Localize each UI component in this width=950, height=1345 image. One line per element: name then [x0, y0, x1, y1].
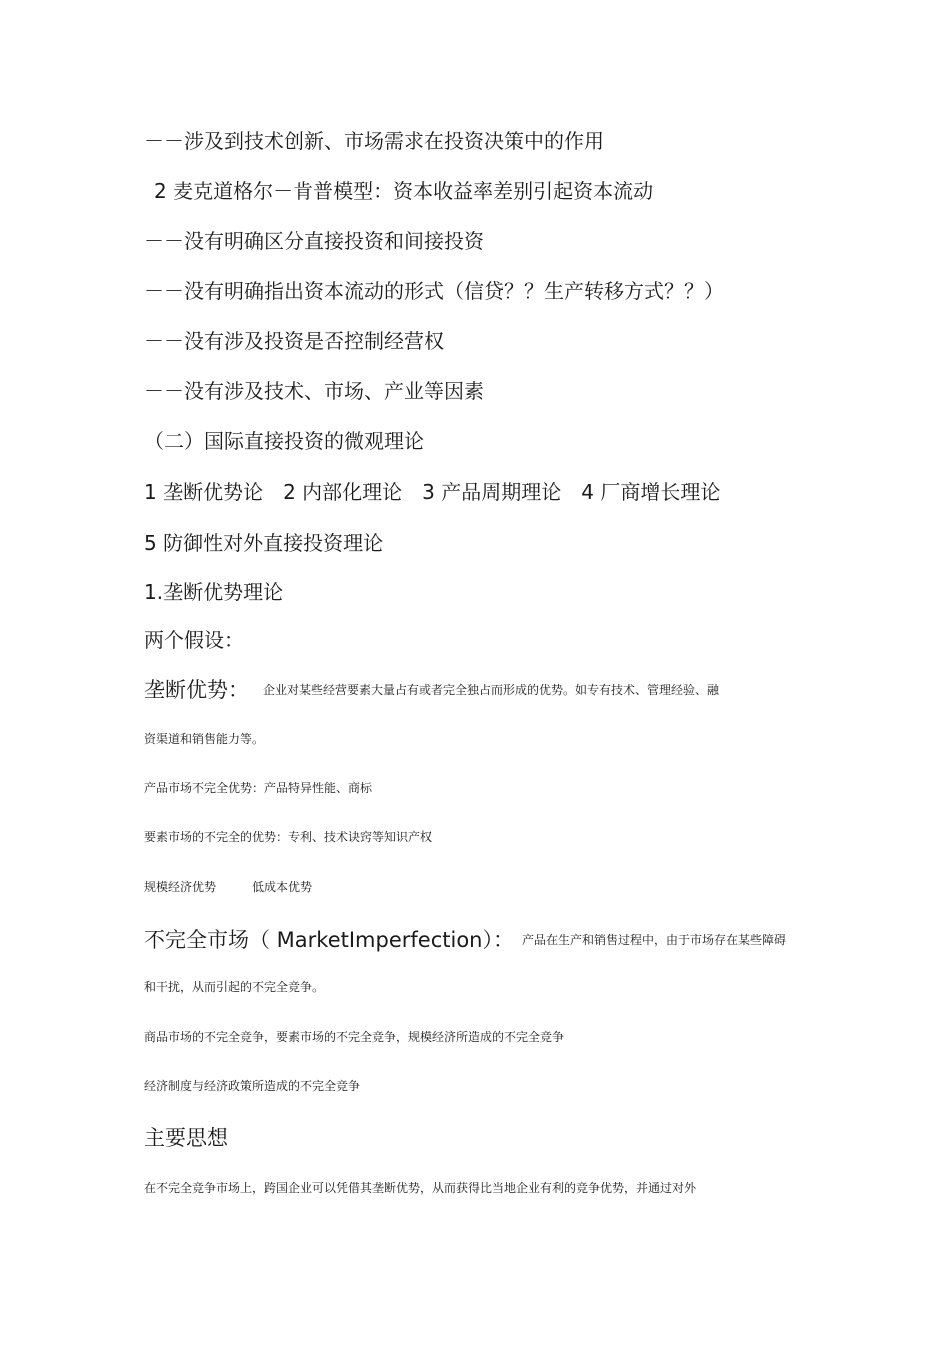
text-line-14: 产品市场不完全优势：产品特异性能、商标 — [144, 781, 373, 795]
text-line-5: －－没有涉及投资是否控制经营权 — [144, 329, 444, 353]
definition-body: 产品在生产和销售过程中，由于市场存在某些障碍 — [521, 933, 786, 947]
scale-economy-label: 规模经济优势 — [144, 880, 217, 894]
text-line-3: －－没有明确区分直接投资和间接投资 — [144, 229, 484, 253]
low-cost-label: 低成本优势 — [252, 880, 313, 894]
text-line-19: 商品市场的不完全竞争，要素市场的不完全竞争，规模经济所造成的不完全竞争 — [144, 1030, 565, 1044]
text-line-15: 要素市场的不完全的优势：专利、技术诀窍等知识产权 — [144, 830, 433, 844]
text-line-13: 资渠道和销售能力等。 — [144, 732, 265, 746]
text-line-20: 经济制度与经济政策所造成的不完全竞争 — [144, 1079, 361, 1093]
text-line-1: －－涉及到技术创新、市场需求在投资决策中的作用 — [144, 129, 604, 153]
definition-term: 垄断优势： — [144, 678, 249, 702]
section-heading: （二）国际直接投资的微观理论 — [144, 429, 424, 453]
text-line-4: －－没有明确指出资本流动的形式（信贷？？生产转移方式？？） — [144, 279, 724, 303]
text-line-16 — [144, 881, 312, 893]
text-line-18: 和干扰，从而引起的不完全竞争。 — [144, 980, 325, 994]
theory-list: 1 垄断优势论 2 内部化理论 3 产品周期理论 4 厂商增长理论 — [144, 480, 721, 504]
assumptions-label: 两个假设： — [144, 628, 244, 652]
theory-list-cont: 5 防御性对外直接投资理论 — [144, 531, 384, 555]
subsection-heading: 1.垄断优势理论 — [144, 580, 284, 604]
main-idea-heading: 主要思想 — [144, 1126, 228, 1150]
definition-imperfect-market — [144, 930, 786, 951]
definition-term: 不完全市场（ MarketImperfection）： — [144, 928, 514, 952]
text-line-6: －－没有涉及技术、市场、产业等因素 — [144, 379, 484, 403]
text-line-2: 2 麦克道格尔－肯普模型：资本收益率差别引起资本流动 — [154, 179, 654, 203]
text-line-22: 在不完全竞争市场上，跨国企业可以凭借其垄断优势，从而获得比当地企业有利的竞争优势，并通过对外 — [144, 1181, 697, 1195]
definition-monopoly — [144, 680, 719, 701]
definition-body: 企业对某些经营要素大量占有或者完全独占而形成的优势。如专有技术、管理经验、融 — [263, 683, 720, 697]
